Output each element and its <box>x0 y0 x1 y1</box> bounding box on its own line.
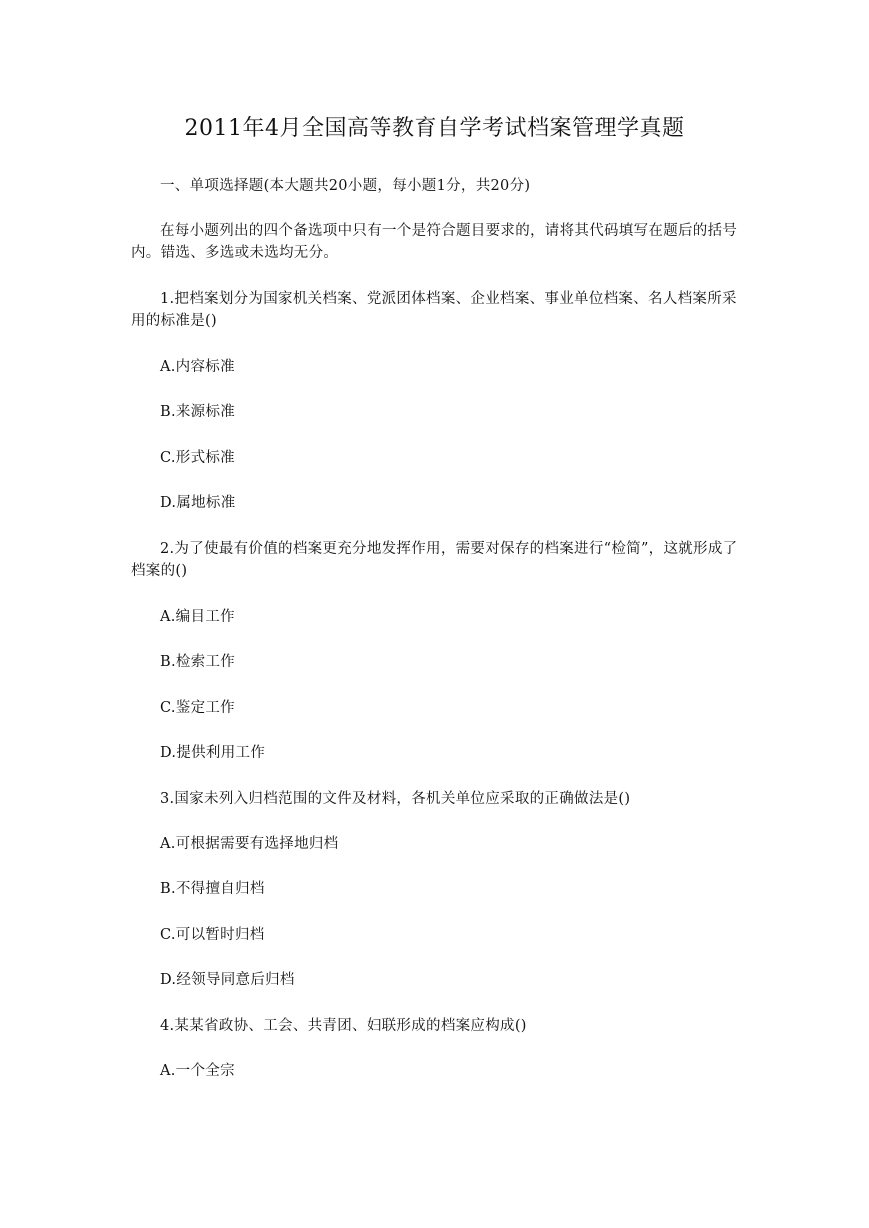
option-item: D.经领导同意后归档 <box>160 972 295 988</box>
option-item: B.来源标准 <box>160 404 236 420</box>
question-stem: 3.国家未列入归档范围的文件及材料，各机关单位应采取的正确做法是() <box>160 791 631 807</box>
question-stem: 2.为了使最有价值的档案更充分地发挥作用，需要对保存的档案进行“检简”，这就形成了档案的() <box>131 541 738 579</box>
option-item: A.编目工作 <box>160 609 235 625</box>
option-item: A.可根据需要有选择地归档 <box>160 836 339 852</box>
instructions: 在每小题列出的四个备选项中只有一个是符合题目要求的，请将其代码填写在题后的括号内。错选、多选或未选均无分。 <box>131 223 738 261</box>
question-stem: 4.某某省政协、工会、共青团、妇联形成的档案应构成() <box>160 1018 527 1034</box>
section-heading: 一、单项选择题(本大题共20小题，每小题1分，共20分) <box>160 178 531 194</box>
option-item: C.可以暂时归档 <box>160 927 265 943</box>
question-stem: 1.把档案划分为国家机关档案、党派团体档案、企业档案、事业单位档案、名人档案所采用的标准是() <box>131 291 737 329</box>
option-item: C.形式标准 <box>160 450 235 466</box>
option-item: B.不得擅自归档 <box>160 881 265 897</box>
option-item: D.提供利用工作 <box>160 745 266 761</box>
option-item: A.一个全宗 <box>160 1063 235 1079</box>
option-item: B.检索工作 <box>160 654 236 670</box>
page-title: 2011年4月全国高等教育自学考试档案管理学真题 <box>184 116 685 141</box>
option-item: C.鉴定工作 <box>160 700 235 716</box>
option-item: D.属地标准 <box>160 495 236 511</box>
option-item: A.内容标准 <box>160 359 235 375</box>
